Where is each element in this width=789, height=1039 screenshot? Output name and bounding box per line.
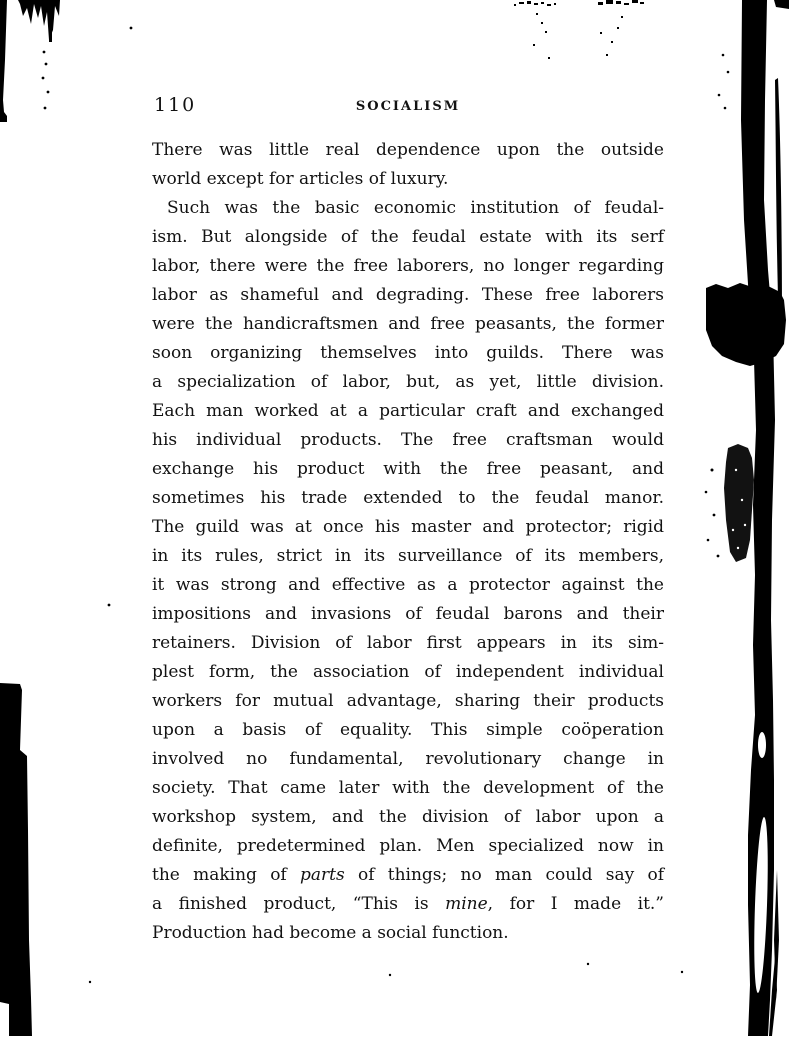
text-line: exchange his product with the free peasant, and <box>152 459 664 479</box>
text-line: upon a basis of equality. This simple coöperation <box>152 720 664 740</box>
text-line: in its rules, strict in its surveillance of its members, <box>152 546 664 566</box>
body-text <box>152 136 664 948</box>
text-line: retainers. Division of labor first appears in its sim- <box>152 633 664 653</box>
text-line: the making of parts of things; no man could say of <box>152 865 664 885</box>
text-line: were the handicraftsmen and free peasants, the former <box>152 314 664 334</box>
text-line: sometimes his trade extended to the feudal manor. <box>152 488 664 508</box>
page-number: 110 <box>154 94 197 116</box>
text-line: it was strong and effective as a protector against the <box>152 575 664 595</box>
text-line: a specialization of labor, but, as yet, little division. <box>152 372 664 392</box>
text-line: his individual products. The free craftsman would <box>152 430 664 450</box>
text-line: soon organizing themselves into guilds. There was <box>152 343 664 363</box>
text-line: world except for articles of luxury. <box>152 169 449 189</box>
text-line: There was little real dependence upon the outside <box>152 140 664 160</box>
scan-artifact-top-specks <box>514 0 644 59</box>
text-line: Such was the basic economic institution of feudal- <box>167 198 664 218</box>
text-line: ism. But alongside of the feudal estate with its serf <box>152 227 664 247</box>
text-line: society. That came later with the development of the <box>152 778 664 798</box>
text-line: labor as shameful and degrading. These free laborers <box>152 285 664 305</box>
text-line: involved no fundamental, revolutionary change in <box>152 749 664 769</box>
scan-artifact-right-bar <box>705 0 789 1036</box>
text-line: workshop system, and the division of labor upon a <box>152 807 664 827</box>
text-line: workers for mutual advantage, sharing their products <box>152 691 664 711</box>
page-header <box>152 94 664 118</box>
text-line: Production had become a social function. <box>152 923 509 943</box>
running-head: SOCIALISM <box>355 99 461 114</box>
text-line: impositions and invasions of feudal barons and their <box>152 604 664 624</box>
text-line: The guild was at once his master and protector; rigid <box>152 517 664 537</box>
text-line: definite, predetermined plan. Men specialized now in <box>152 836 664 856</box>
scan-artifact-top-left-corner <box>0 0 132 122</box>
text-line: a finished product, “This is mine, for I made it.” <box>152 894 664 914</box>
text-line: plest form, the association of independent individual <box>152 662 664 682</box>
text-line: Each man worked at a particular craft and exchanged <box>152 401 664 421</box>
text-line: labor, there were the free laborers, no longer regarding <box>152 256 664 276</box>
